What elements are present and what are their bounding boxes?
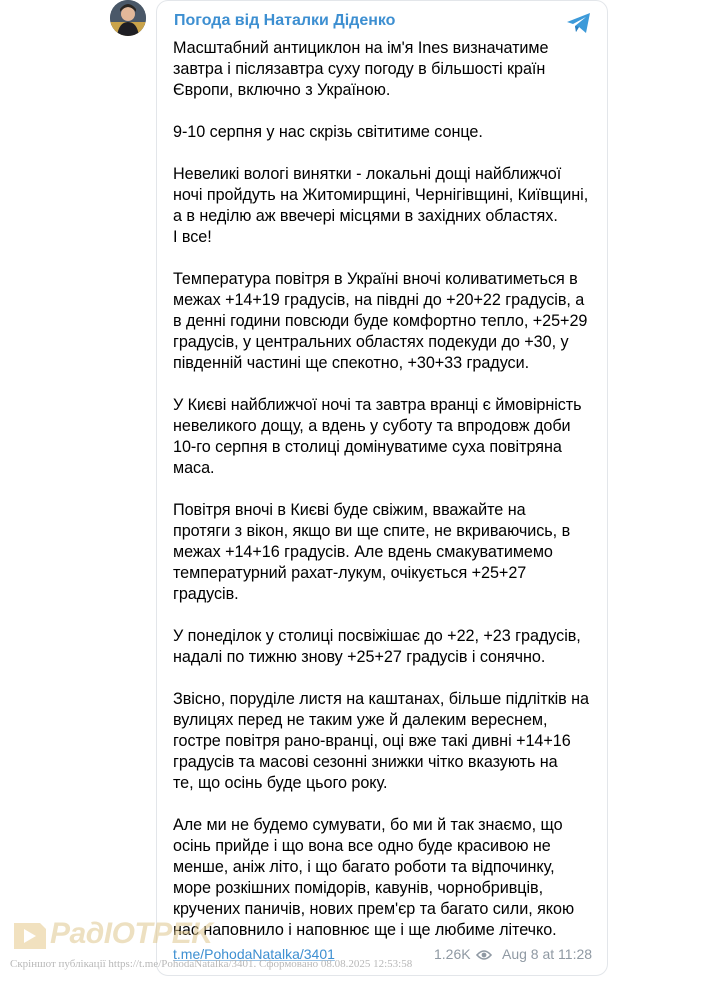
telegram-icon[interactable] [566, 12, 592, 34]
message-paragraph: Повітря вночі в Києві буде свіжим, вважайте на протяги з вікон, якщо ви ще спите, не вкриваючись, в межах +14+16 градусів. Але вдень смакуватимемо температурний рахат-лукум, очікується +25+27 градусів. [173, 501, 571, 603]
eye-icon [476, 948, 492, 960]
message-paragraph: Але ми не будемо сумувати, бо ми й так знаємо, що осінь прийде і що вона все одно буде красивою не менше, аніж літо, і що багато роботи та відпочинку, море розкішних помідорів, кавунів, чорнобривців, кручених паничів, нових прем'єр та багато сили, якою нас наповнило і наповнює ще і ще любиме літечко. [173, 816, 575, 939]
message-paragraph: Звісно, поруділе листя на каштанах, більше підлітків на вулицях перед не таким уже й далеким вереснем, гостре повітря рано-вранці, оці вже такі дивні +14+16 градусів та масові сезонні знижки чітко вказують на те, що осінь буде цього року. [173, 690, 589, 792]
radiotrek-logo-icon [10, 915, 50, 955]
message-paragraph: Невеликі вологі винятки - локальні дощі найближчої ночі пройдуть на Житомирщині, Чернігівщині, Київщині, а в неділю аж ввечері місцями в західних областях. І все! [173, 165, 589, 246]
post-date[interactable]: Aug 8 at 11:28 [502, 946, 593, 962]
message-paragraph: Температура повітря в Україні вночі коливатиметься в межах +14+19 градусів, на півдні до +20+22 градусів, а в денні години повсюди буде комфортно тепло, +25+29 градусів, у центральних областях подекуди до +30, у південній частині ще спекотно, +30+33 градуси. [173, 270, 588, 372]
message-text [173, 38, 603, 962]
channel-name[interactable]: Погода від Наталки Діденко [174, 12, 396, 29]
message-paragraph: 9-10 серпня у нас скрізь світитиме сонце. [173, 123, 483, 141]
watermark-brand: PaдIOTPEK [50, 917, 213, 950]
post-link[interactable]: t.me/PohodaNatalka/3401 [173, 946, 335, 962]
message-paragraph: Масштабний антициклон на ім'я Ines визначатиме завтра і післязавтра суху погоду в більшості країн Європи, включно з Україною. [173, 39, 549, 99]
channel-avatar[interactable] [110, 0, 146, 36]
watermark-caption: Скріншот публікації https://t.me/PohodaNatalka/3401. Сформовано 08.08.2025 12:53:58 [10, 958, 413, 970]
message-paragraph: У понеділок у столиці посвіжішає до +22, +23 градусів, надалі по тижню знову +25+27 градусів і сонячно. [173, 627, 581, 666]
message-paragraph: У Києві найближчої ночі та завтра вранці є ймовірність невеликого дощу, а вдень у суботу та впродовж доби 10-го серпня в столиці домінуватиме суха повітряна маса. [173, 396, 582, 477]
view-count: 1.26K [434, 946, 471, 962]
